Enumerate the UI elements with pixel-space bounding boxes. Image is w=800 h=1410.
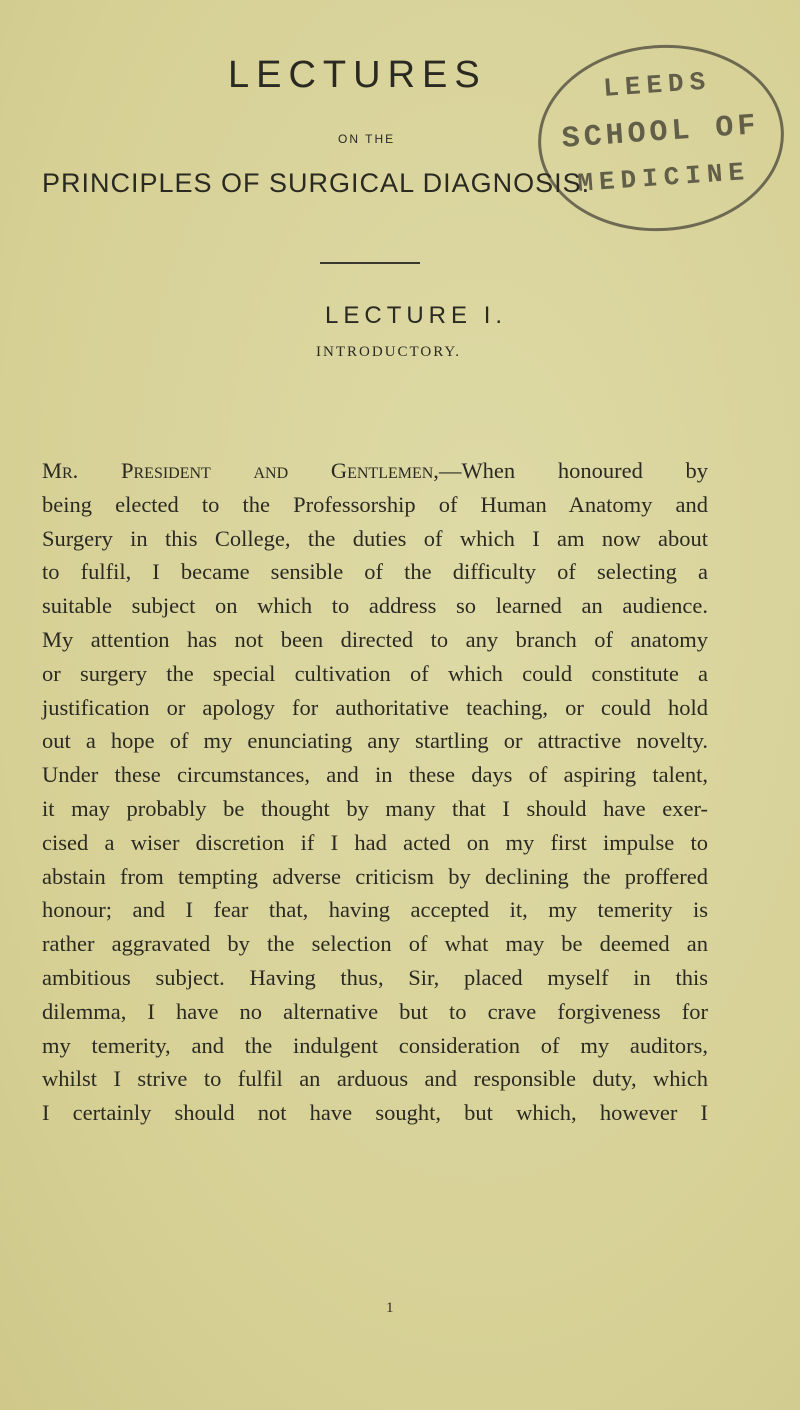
book-subtitle: PRINCIPLES OF SURGICAL DIAGNOSIS. <box>42 168 591 198</box>
text-line: abstain from tempting adverse criticism by declining the proffered <box>42 863 708 889</box>
salutation: Mr. President and Gentlemen, <box>42 458 439 483</box>
title-connector: ON THE <box>338 132 396 146</box>
text-line: Under these circumstances, and in these days of aspiring talent, <box>42 762 708 788</box>
text-line: suitable subject on which to address so learned an audience. <box>42 593 708 619</box>
page-number: 1 <box>386 1300 394 1316</box>
text-line: to fulfil, I became sensible of the difficulty of selecting a <box>42 559 708 585</box>
body-text <box>42 454 708 1130</box>
text-line: my temerity, and the indulgent consideration of my auditors, <box>42 1032 708 1058</box>
stamp-line: SCHOOL OF <box>560 109 761 157</box>
text-line: cised a wiser discretion if I had acted on my first impulse to <box>42 829 708 855</box>
lecture-subheading: INTRODUCTORY. <box>316 344 462 360</box>
text-line <box>42 454 708 488</box>
stamp-line: MEDICINE <box>576 156 752 199</box>
stamp-line: LEEDS <box>602 66 713 104</box>
text-line: being elected to the Professorship of Human Anatomy and <box>42 491 708 517</box>
lecture-heading: LECTURE I. <box>325 302 508 329</box>
text-line: out a hope of my enunciating any startling or attractive novelty. <box>42 728 708 754</box>
text-line: My attention has not been directed to any branch of anatomy <box>42 626 708 652</box>
text-line: rather aggravated by the selection of what may be deemed an <box>42 931 708 957</box>
text-line: it may probably be thought by many that I should have exer- <box>42 795 708 821</box>
text-line: ambitious subject. Having thus, Sir, placed myself in this <box>42 964 708 990</box>
text-line: dilemma, I have no alternative but to crave forgiveness for <box>42 998 708 1024</box>
text-line: Surgery in this College, the duties of which I am now about <box>42 525 708 551</box>
text-line-rest: —When honoured by <box>438 458 709 483</box>
text-line: whilst I strive to fulfil an arduous and responsible duty, which <box>42 1066 708 1092</box>
text-line: I certainly should not have sought, but which, however I <box>42 1100 708 1126</box>
text-line: honour; and I fear that, having accepted it, my temerity is <box>42 897 708 923</box>
text-line: or surgery the special cultivation of which could constitute a <box>42 660 708 686</box>
text-line: justification or apology for authoritative teaching, or could hold <box>42 694 708 720</box>
book-title: LECTURES <box>228 54 487 96</box>
divider-rule <box>320 262 420 264</box>
